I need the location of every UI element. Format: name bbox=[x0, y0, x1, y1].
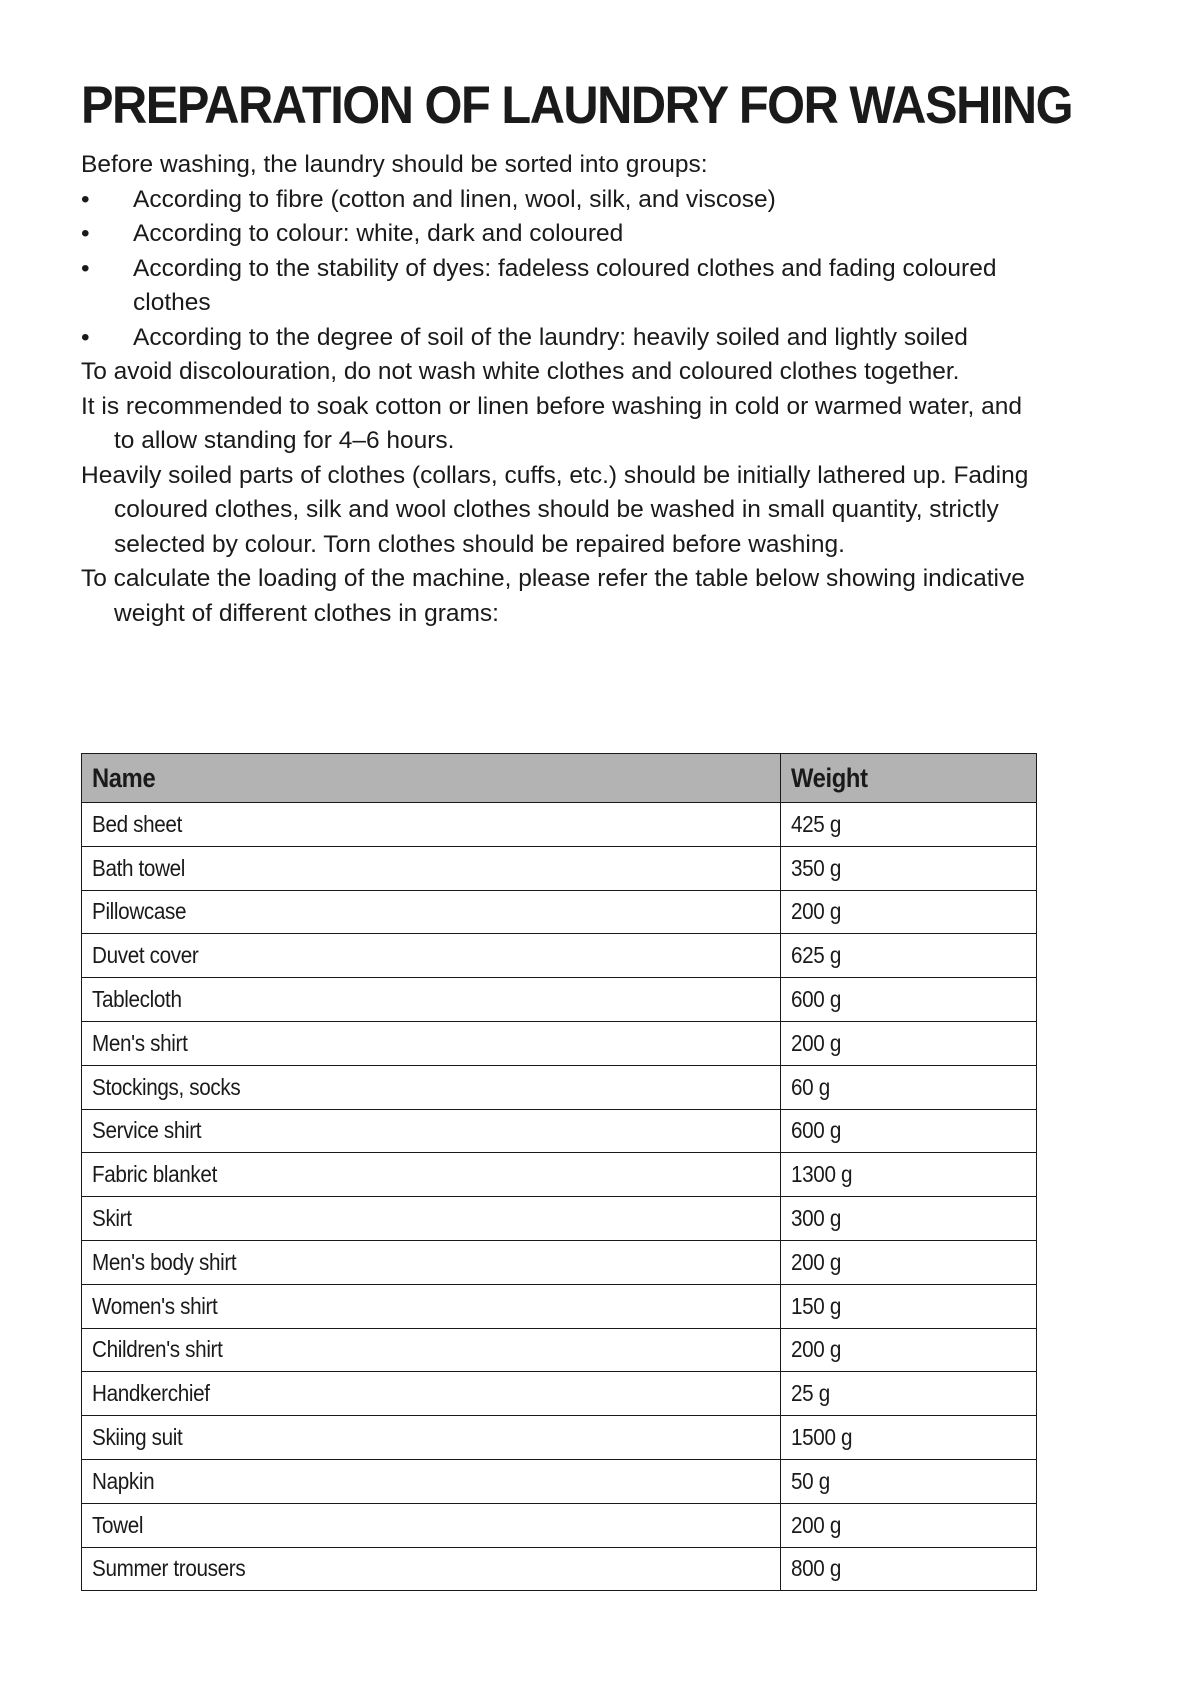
cell-weight: 425 g bbox=[781, 803, 1037, 847]
intro-text: Before washing, the laundry should be sorted into groups: bbox=[81, 151, 708, 178]
paragraph-discolouration: To avoid discolouration, do not wash white clothes and coloured clothes together. bbox=[81, 358, 960, 385]
table-row bbox=[82, 1109, 1037, 1153]
table-row bbox=[82, 846, 1037, 890]
list-item-text: According to fibre (cotton and linen, wool, silk, and viscose) bbox=[133, 185, 776, 213]
cell-weight: 25 g bbox=[781, 1372, 1037, 1416]
cell-weight: 600 g bbox=[781, 1109, 1037, 1153]
cell-weight: 800 g bbox=[781, 1547, 1037, 1591]
table-row bbox=[82, 803, 1037, 847]
table-header-row bbox=[82, 754, 1037, 803]
table-row bbox=[82, 1372, 1037, 1416]
cell-name: Fabric blanket bbox=[82, 1153, 781, 1197]
sorting-list bbox=[81, 183, 1041, 356]
cell-weight: 1300 g bbox=[781, 1153, 1037, 1197]
cell-weight: 600 g bbox=[781, 978, 1037, 1022]
cell-weight: 200 g bbox=[781, 890, 1037, 934]
page-title: PREPARATION OF LAUNDRY FOR WASHING bbox=[81, 76, 1073, 135]
cell-weight: 200 g bbox=[781, 1503, 1037, 1547]
table-row bbox=[82, 890, 1037, 934]
list-item bbox=[81, 183, 1041, 218]
cell-weight: 300 g bbox=[781, 1197, 1037, 1241]
cell-name: Women's shirt bbox=[82, 1284, 781, 1328]
paragraph-soiled-parts: Heavily soiled parts of clothes (collars, cuffs, etc.) should be initially lathered up. Fading coloured clothes, silk and wool clothes should be washed in small quantity, strictly selected by colour. Torn clothes should be repaired before washing. bbox=[81, 461, 1029, 558]
cell-name: Tablecloth bbox=[82, 978, 781, 1022]
table-row bbox=[82, 1021, 1037, 1065]
table-row bbox=[82, 1153, 1037, 1197]
column-header-weight: Weight bbox=[781, 754, 1037, 803]
cell-weight: 350 g bbox=[781, 846, 1037, 890]
cell-weight: 50 g bbox=[781, 1459, 1037, 1503]
cell-name: Duvet cover bbox=[82, 934, 781, 978]
cell-name: Pillowcase bbox=[82, 890, 781, 934]
list-item-text: According to colour: white, dark and coloured bbox=[133, 220, 624, 247]
cell-name: Bed sheet bbox=[82, 803, 781, 847]
table-row bbox=[82, 1416, 1037, 1460]
list-item-text: According to the degree of soil of the laundry: heavily soiled and lightly soiled bbox=[133, 323, 968, 351]
cell-name: Summer trousers bbox=[82, 1547, 781, 1591]
table-row bbox=[82, 978, 1037, 1022]
table-row bbox=[82, 1547, 1037, 1591]
cell-name: Skirt bbox=[82, 1197, 781, 1241]
cell-name: Handkerchief bbox=[82, 1372, 781, 1416]
bullet-icon: • bbox=[81, 254, 90, 282]
column-header-name: Name bbox=[82, 754, 781, 803]
cell-name: Bath towel bbox=[82, 846, 781, 890]
cell-weight: 200 g bbox=[781, 1240, 1037, 1284]
cell-name: Men's body shirt bbox=[82, 1240, 781, 1284]
cell-weight: 60 g bbox=[781, 1065, 1037, 1109]
table-row bbox=[82, 1197, 1037, 1241]
cell-weight: 200 g bbox=[781, 1021, 1037, 1065]
cell-name: Skiing suit bbox=[82, 1416, 781, 1460]
list-item-text: According to the stability of dyes: fadeless coloured clothes and fading coloured clothes bbox=[133, 254, 997, 316]
paragraph-soaking: It is recommended to soak cotton or linen before washing in cold or warmed water, and to allow standing for 4–6 hours. bbox=[81, 392, 1023, 454]
table-row bbox=[82, 1503, 1037, 1547]
list-item bbox=[81, 252, 1041, 321]
paragraph-loading: To calculate the loading of the machine, please refer the table below showing indicative weight of different clothes in grams: bbox=[81, 565, 1025, 627]
table-row bbox=[82, 1240, 1037, 1284]
cell-weight: 625 g bbox=[781, 934, 1037, 978]
cell-weight: 150 g bbox=[781, 1284, 1037, 1328]
cell-weight: 200 g bbox=[781, 1328, 1037, 1372]
cell-name: Children's shirt bbox=[82, 1328, 781, 1372]
bullet-icon: • bbox=[81, 323, 90, 351]
list-item bbox=[81, 217, 1041, 252]
cell-name: Men's shirt bbox=[82, 1021, 781, 1065]
cell-name: Towel bbox=[82, 1503, 781, 1547]
table-row bbox=[82, 1459, 1037, 1503]
bullet-icon: • bbox=[81, 185, 90, 213]
table-row bbox=[82, 1328, 1037, 1372]
cell-name: Service shirt bbox=[82, 1109, 781, 1153]
table-row bbox=[82, 1284, 1037, 1328]
clothes-weight-table bbox=[81, 753, 1037, 1591]
cell-weight: 1500 g bbox=[781, 1416, 1037, 1460]
cell-name: Napkin bbox=[82, 1459, 781, 1503]
table-row bbox=[82, 1065, 1037, 1109]
instructions bbox=[81, 148, 1041, 631]
list-item bbox=[81, 321, 1041, 356]
page-content bbox=[81, 70, 1073, 631]
bullet-icon: • bbox=[81, 220, 90, 247]
table-row bbox=[82, 934, 1037, 978]
cell-name: Stockings, socks bbox=[82, 1065, 781, 1109]
